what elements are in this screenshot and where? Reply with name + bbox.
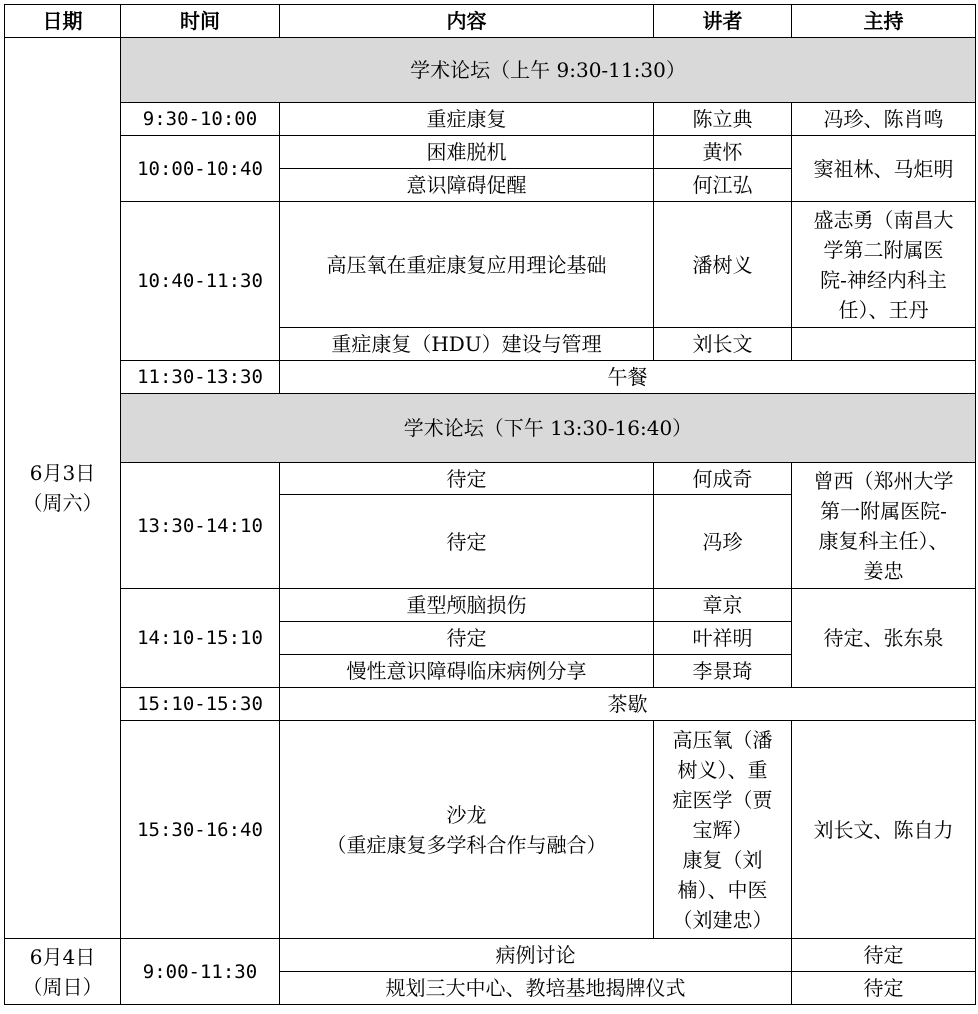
header-speaker: 讲者 [654, 5, 792, 38]
slot3-host-line: 盛志勇（南昌大 [813, 207, 954, 232]
slot1-time: 9:30-10:00 [121, 103, 280, 136]
slot1-topic: 重症康复 [280, 103, 654, 136]
day1-date-cell [5, 38, 121, 939]
tea-time: 15:10-15:30 [121, 688, 280, 721]
header-content: 内容 [280, 5, 654, 38]
slot2-speaker-a: 黄怀 [654, 136, 792, 169]
slot5-topic-a: 重型颅脑损伤 [280, 589, 654, 622]
header-date: 日期 [5, 5, 121, 38]
day2-time: 9:00-11:30 [121, 939, 280, 1005]
salon-speakers [654, 721, 792, 939]
lunch-label: 午餐 [280, 361, 976, 394]
slot2-speaker-b: 何江弘 [654, 169, 792, 202]
salon-subtitle: （重症康复多学科合作与融合） [326, 832, 607, 857]
slot5-speaker-c: 李景琦 [654, 655, 792, 688]
slot4-host [792, 463, 976, 589]
day1-weekday: （周六） [22, 491, 103, 515]
day2-date-cell [5, 939, 121, 1005]
day2-item2-host: 待定 [792, 972, 976, 1005]
slot1-speaker: 陈立典 [654, 103, 792, 136]
day2-item2-topic: 规划三大中心、教培基地揭牌仪式 [280, 972, 792, 1005]
slot3-speaker-a: 潘树义 [654, 202, 792, 328]
slot3-host-line: 院-神经内科主 [820, 267, 947, 292]
lunch-time: 11:30-13:30 [121, 361, 280, 394]
slot3-host-b [792, 328, 976, 361]
slot4-host-line: 第一附属医院- [820, 498, 947, 523]
salon-time: 15:30-16:40 [121, 721, 280, 939]
slot5-host: 待定、张东泉 [792, 589, 976, 688]
slot5-topic-b: 待定 [280, 622, 654, 655]
header-host: 主持 [792, 5, 976, 38]
day2-item1-topic: 病例讨论 [280, 939, 792, 972]
day1-date: 6月3日 [29, 461, 96, 485]
slot1-host: 冯珍、陈肖鸣 [792, 103, 976, 136]
slot3-host-line: 学第二附属医 [823, 237, 944, 262]
afternoon-section-title: 学术论坛（下午 13:30-16:40） [121, 394, 976, 463]
salon-speaker-line: （刘建忠） [672, 907, 773, 932]
slot5-topic-c: 慢性意识障碍临床病例分享 [280, 655, 654, 688]
day2-date: 6月4日 [29, 944, 96, 969]
salon-speaker-line: 楠）、中医 [677, 877, 768, 902]
salon-speaker-line: 树义）、重 [677, 757, 768, 782]
slot5-time: 14:10-15:10 [121, 589, 280, 688]
slot3-time: 10:40-11:30 [121, 202, 280, 361]
schedule-table [4, 4, 976, 1005]
slot5-speaker-b: 叶祥明 [654, 622, 792, 655]
slot3-host [792, 202, 976, 328]
slot4-host-line: 曾西（郑州大学 [813, 468, 954, 493]
salon-topic [280, 721, 654, 939]
slot2-host: 窦祖林、马炬明 [792, 136, 976, 202]
slot3-host-line: 任）、王丹 [838, 297, 929, 322]
slot2-time: 10:00-10:40 [121, 136, 280, 202]
slot4-time: 13:30-14:10 [121, 463, 280, 589]
salon-speaker-line: 宝辉） [692, 817, 753, 842]
slot4-topic-b: 待定 [280, 495, 654, 589]
slot4-speaker-a: 何成奇 [654, 463, 792, 495]
salon-title: 沙龙 [446, 802, 487, 827]
slot3-topic-b: 重症康复（HDU）建设与管理 [280, 328, 654, 361]
slot2-topic-b: 意识障碍促醒 [280, 169, 654, 202]
slot3-topic-a: 高压氧在重症康复应用理论基础 [280, 202, 654, 328]
slot4-topic-a: 待定 [280, 463, 654, 495]
morning-section-title: 学术论坛（上午 9:30-11:30） [121, 38, 976, 103]
salon-host: 刘长文、陈自力 [792, 721, 976, 939]
day2-weekday: （周日） [22, 974, 103, 999]
header-row [5, 5, 976, 38]
slot4-host-line: 康复科主任）、 [818, 528, 949, 553]
day2-item1-host: 待定 [792, 939, 976, 972]
tea-label: 茶歇 [280, 688, 976, 721]
slot2-topic-a: 困难脱机 [280, 136, 654, 169]
slot3-speaker-b: 刘长文 [654, 328, 792, 361]
slot4-host-line: 姜忠 [863, 558, 904, 583]
slot4-speaker-b: 冯珍 [654, 495, 792, 589]
slot5-speaker-a: 章京 [654, 589, 792, 622]
salon-speaker-line: 高压氧（潘 [672, 727, 773, 752]
salon-speaker-line: 康复（刘 [682, 847, 763, 872]
salon-speaker-line: 症医学（贾 [672, 787, 773, 812]
header-time: 时间 [121, 5, 280, 38]
